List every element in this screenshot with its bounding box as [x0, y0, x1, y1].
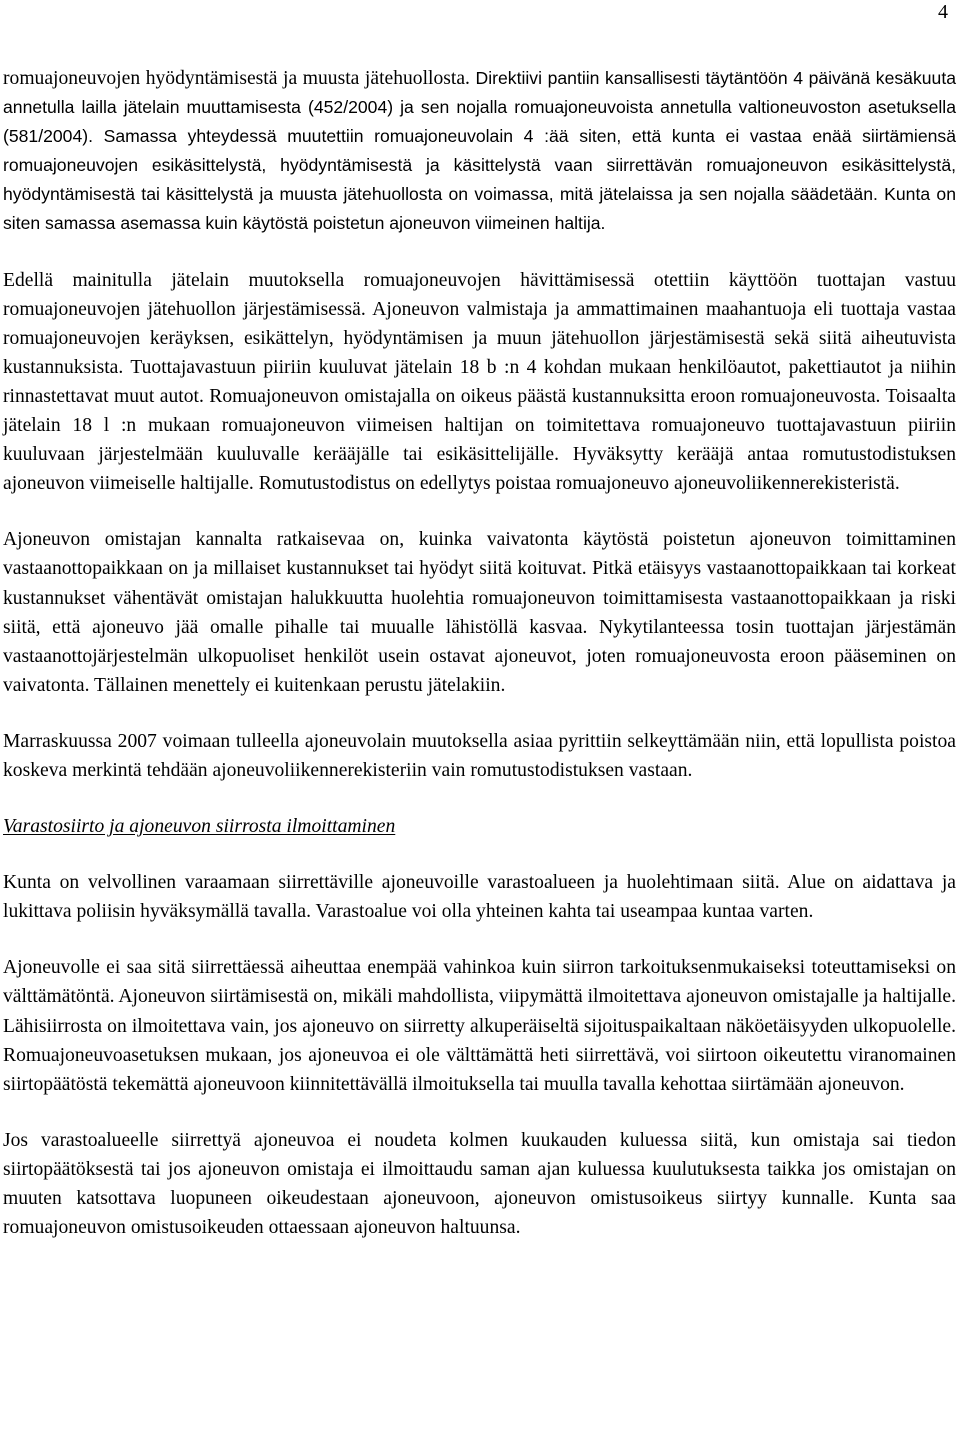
document-body: [3, 64, 956, 1269]
page-number: 4: [938, 1, 948, 23]
paragraph-intro: [3, 64, 956, 239]
paragraph-vehicle-act-amendment: Marraskuussa 2007 voimaan tulleella ajoneuvolain muutoksella asiaa pyrittiin selkeyttämään niin, että lopullista poistoa koskeva merkintä tehdään ajoneuvoliikennerekisteriin vain romutustodistuksen vastaan.: [3, 730, 956, 781]
paragraph-owner-perspective: Ajoneuvon omistajan kannalta ratkaisevaa on, kuinka vaivatonta käytöstä poistetun ajoneuvon toimittaminen vastaanottopaikkaan on ja millaiset kustannukset tai hyödyt siitä koituvat. Pitkä etäisyys vastaanottopaikkaan tai korkeat kustannukset vähentävät omistajan halukkuutta huolehtia romuajoneuvon toimittamisesta vastaanottopaikkaan ja riski siitä, että ajoneuvo jää omalle pihalle tai muualle lähistöllä kasvaa. Nykytilanteessa tosin tuottajan järjestämän vastaanottojärjestelmän ulkopuoliset henkilöt usein ostavat ajoneuvot, joten romuajoneuvosta eroon pääseminen on vaivatonta. Tällainen menettely ei kuitenkaan perustu jätelakiin.: [3, 529, 956, 696]
paragraph-intro-serif-text: romuajoneuvojen hyödyntämisestä ja muusta jätehuollosta.: [3, 68, 476, 89]
paragraph-producer-responsibility: Edellä mainitulla jätelain muutoksella romuajoneuvojen hävittämisessä otettiin käyttöön tuottajan vastuu romuajoneuvojen jätehuollon järjestämisessä. Ajoneuvon valmistaja ja ammattimainen maahantuoja eli tuottaja vastaa romuajoneuvojen keräyksen, esikättelyn, hyödyntämisen ja muun jätehuollon järjestämisestä sekä siitä aiheutuvista kustannuksista. Tuottajavastuun piiriin kuuluvat jätelain 18 b :n 4 kohdan mukaan henkilöautot, pakettiautot ja niihin rinnastettavat muut autot. Romuajoneuvon omistajalla on oikeus päästä kustannuksitta eroon romuajoneuvosta. Toisaalta jätelain 18 l :n mukaan romuajoneuvon viimeisen haltijan on toimitettava romuajoneuvo tuottajavastuun piiriin kuuluvaan järjestelmään kuuluvalle kerääjälle tai esikäsittelijälle. Hyväksytty kerääjä antaa romutustodistuksen ajoneuvon viimeiselle haltijalle. Romutustodistus on edellytys poistaa romuajoneuvo ajoneuvoliikennerekisteristä.: [3, 269, 956, 495]
paragraph-intro-sans-text-2: :ää siten, että kunta ei vastaa enää siirtämiensä romuajoneuvojen esikäsittelystä, hyödyntämisestä ja käsittelystä vaan siirrettävän romuajoneuvon esikäsittelystä, hyödyntämisestä tai käsittelystä ja muusta jätehuollosta on voimassa, mitä jätelaissa ja sen nojalla säädetään. Kunta on siten samassa asemassa kuin käytöstä poistetun ajoneuvon viimeinen haltija.: [3, 126, 956, 234]
paragraph-storage-area: Kunta on velvollinen varaamaan siirrettäville ajoneuvoille varastoalueen ja huolehtimaan siitä. Alue on aidattava ja lukittava poliisin hyväksymällä tavalla. Varastoalue voi olla yhteinen kahta tai useampaa kuntaa varten.: [3, 872, 956, 923]
paragraph-transfer-notification: Ajoneuvolle ei saa sitä siirrettäessä aiheuttaa enempää vahinkoa kuin siirron tarkoituksenmukaiseksi toteuttamiseksi on välttämätöntä. Ajoneuvon siirtämisestä on, mikäli mahdollista, viipymättä ilmoitettava ajoneuvon omistajalle ja haltijalle. Lähisiirrosta on ilmoitettava vain, jos ajoneuvo on siirretty alkuperäiseltä sijoituspaikaltaan näköetäisyyden ulkopuolelle. Romuajoneuvoasetuksen mukaan, jos ajoneuvoa ei ole välttämättä heti siirrettävä, voi siirtoon oikeutettu viranomainen siirtopäätöstä tekemättä ajoneuvoon kiinnitettävällä ilmoituksella tai muulla tavalla kehottaa siirtämään ajoneuvon.: [3, 957, 956, 1095]
section-heading: Varastosiirto ja ajoneuvon siirrosta ilmoittaminen: [3, 816, 396, 838]
paragraph-ownership-transfer: Jos varastoalueelle siirrettyä ajoneuvoa ei noudeta kolmen kuukauden kuluessa siitä, kun omistaja sai tiedon siirtopäätöksestä tai jos ajoneuvon omistaja ei ilmoittaudu saman ajan kuluessa kuulutuksesta taikka jos omistajan on muuten katsottava luopuneen oikeudestaan ajoneuvoon, ajoneuvon omistusoikeus siirtyy kunnalle. Kunta saa romuajoneuvon omistusoikeuden ottaessaan ajoneuvon haltuunsa.: [3, 1129, 956, 1239]
paragraph-intro-sans-text-1: Direktiivi pantiin kansallisesti täytäntöön 4 päivänä kesäkuuta annetulla lailla jätelain muuttamisesta (452/2004) ja sen nojalla romuajoneuvoista annetulla valtioneuvoston asetuksella (581/2004). Samassa yhteydessä muutettiin romuajoneuvolain 4: [3, 68, 956, 147]
